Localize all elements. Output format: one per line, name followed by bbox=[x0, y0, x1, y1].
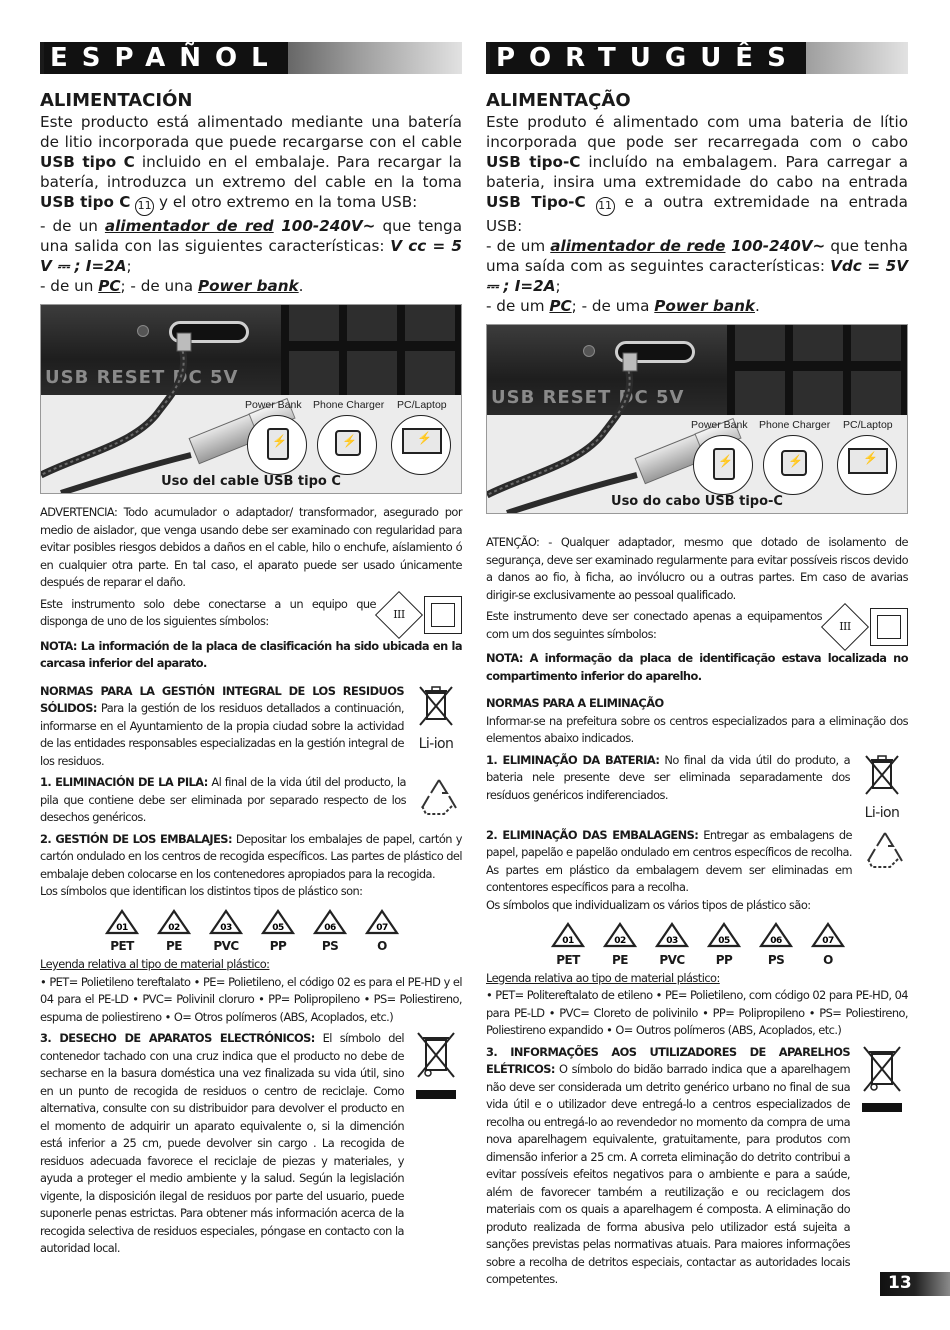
plastic-code: 05 bbox=[272, 922, 284, 933]
plastic-code-pvc bbox=[204, 909, 248, 953]
e2-title: 2. GESTIÓN DE LOS EMBALAJES: bbox=[40, 831, 232, 846]
intro-output: Vdc = 5V ⎓ ; I=2A bbox=[486, 257, 908, 295]
plastic-code: 02 bbox=[168, 922, 180, 933]
intro-usb: USB tipo C bbox=[40, 193, 131, 211]
plastic-name: PP bbox=[269, 939, 287, 953]
recycle-triangle-icon bbox=[312, 909, 348, 935]
recycle-triangle-icon bbox=[208, 909, 244, 935]
plastic-name: PVC bbox=[213, 939, 239, 953]
plastic-code: 06 bbox=[324, 922, 336, 933]
recycle-triangle-icon bbox=[156, 909, 192, 935]
recycle-icon bbox=[862, 827, 908, 873]
e3-title: 3. DESECHO DE APARATOS ELECTRÓNICOS: bbox=[40, 1031, 315, 1045]
plastic-name: PET bbox=[110, 939, 134, 953]
power-intro bbox=[486, 112, 908, 316]
e1-text: Al final de la vida útil del producto, la pila que contiene debe ser eliminada por separado respecto de los desechos genéricos. bbox=[40, 775, 406, 824]
recycle-triangle-icon bbox=[706, 922, 742, 948]
plastic-name: O bbox=[377, 939, 387, 953]
warning-text: ATENÇÃO: - Qualquer adaptador, mesmo que dotado de isolamento de segurança, deve ser examinado regularmente para evitar possíveis riscos devido a danos ao fio, à ficha, ao invólucro ou a outras partes. Em caso de avarias dirigir-se exclusivamente ao pessoal qualificado. bbox=[486, 535, 908, 602]
recycle-triangle-icon bbox=[654, 922, 690, 948]
recycle-triangle-icon bbox=[602, 922, 638, 948]
legend-text: • PET= Polietileno tereftalato • PE= Polietileno, el código 02 es para el PE-HD y el 04 para el PE-LD • PVC= Polivinil cloruro • PP= Polipropileno • PS= Poliestireno, espuma de poliestireno • O= Otros polímeros (ABS, Acoplados, etc.) bbox=[40, 974, 462, 1024]
plastic-code: 07 bbox=[376, 922, 388, 933]
plastic-code-ps bbox=[754, 922, 798, 966]
intro-usb: USB Tipo-C bbox=[486, 193, 586, 211]
plastic-code-pe bbox=[598, 922, 642, 966]
norms-title: NORMAS PARA A ELIMINAÇÃO bbox=[486, 696, 664, 710]
plastic-name: PP bbox=[715, 952, 733, 967]
plastic-code-pe bbox=[152, 909, 196, 953]
norms-row bbox=[40, 683, 462, 771]
battery-bin bbox=[410, 683, 462, 754]
intro-usb: USB tipo C bbox=[40, 153, 135, 171]
norms-text: Informar-se na prefeitura sobre os centros especializados para a eliminação dos elementos abaixo indicados. bbox=[486, 713, 908, 745]
battery-disposal-row bbox=[486, 752, 908, 823]
weee-row bbox=[486, 1044, 908, 1289]
intro-text: Este produto é alimentado com uma bateria de lítio incorporada que pode ser recarregada com o cabo bbox=[486, 113, 908, 151]
circled-number: 11 bbox=[135, 197, 154, 216]
norms-text: Para la gestión de los residuos detallados a continuación, informarse en el Ayuntamiento de la propia ciudad sobre la actividad de las entidades responsables especializadas en la gestión integral de los residuos. bbox=[40, 701, 404, 768]
e2-text: Entregar as embalagens de papel, papelão e papelão ondulado em centros específicos de recolha. As partes em plástico da embalagem devem ser eliminadas em contentores específicos para a recolha. bbox=[486, 827, 853, 894]
powerbank-icon: ⚡ bbox=[247, 415, 307, 475]
usb-cable-photo bbox=[40, 304, 462, 494]
laptop-icon: ⚡ bbox=[837, 435, 897, 495]
intro-text: - de um bbox=[486, 237, 551, 255]
e1-title: 1. ELIMINAÇÃO DA BATERIA: bbox=[486, 752, 660, 767]
recycle-triangle-icon bbox=[550, 922, 586, 948]
language-banner bbox=[40, 42, 462, 74]
intro-output: V cc = 5 V ⎓ ; I=2A bbox=[40, 237, 462, 275]
e3-text: El símbolo del contenedor tachado con una cruz indica que el producto no debe de secharse en la basura doméstica una vez finalizada su vida útil, sino en un punto de recogida de residuos o centro de reciclaje. Como alternativa, consulte con su distribuidor para devolver el producto en el momento de adquirir un aparato equivalente o, si la dimención está inferior a 25 cm, puede devolver sin cargo . La recogida de residuos adecuada favorece el reciclaje de piezas y materiales, y ayuda a proteger el medio ambiente y la salud. Según la legislación vigente, la disposición ilegal de residuos por parte del usuario, puede suponerle penas estrictas. Para obtener más información acerca de la recogida selectiva de residuos especiales, póngase en contacto con la autoridad local. bbox=[40, 1031, 404, 1255]
intro-powerbank: Power bank bbox=[654, 297, 755, 315]
class-symbols bbox=[382, 596, 462, 634]
intro-text: Este producto está alimentado mediante una batería de litio incorporada que puede recargarse con el cable bbox=[40, 113, 462, 151]
recycle-triangle-icon bbox=[810, 922, 846, 948]
powerbank-label: Power Bank bbox=[245, 399, 302, 411]
circled-number: 11 bbox=[596, 197, 615, 216]
column-spanish bbox=[40, 42, 462, 1258]
intro-text: . bbox=[298, 277, 304, 295]
battery-bin bbox=[856, 752, 908, 823]
weee-bar bbox=[416, 1090, 456, 1099]
double-insulation-icon bbox=[870, 608, 908, 646]
plastic-name: O bbox=[823, 952, 833, 967]
weee-bin bbox=[410, 1030, 462, 1099]
plastic-code: 05 bbox=[718, 936, 730, 946]
plastic-symbols bbox=[100, 909, 462, 953]
e3-title: 3. INFORMAÇÕES AOS UTILIZADORES DE APARELHOS ELÉTRICOS: bbox=[486, 1044, 850, 1076]
intro-usb: USB tipo-C bbox=[486, 153, 581, 171]
plastic-code: 01 bbox=[562, 936, 574, 946]
plastics-intro: Os símbolos que individualizam os vários tipos de plástico são: bbox=[486, 897, 811, 912]
plastic-code: 02 bbox=[614, 936, 626, 946]
intro-text: ; - de uma bbox=[571, 297, 655, 315]
intro-text: que tenga una salida con las siguientes características: bbox=[40, 217, 463, 255]
panel-silkscreen: USB RESET DC 5V bbox=[491, 387, 685, 408]
crossed-wheelie-bin-icon bbox=[414, 1030, 458, 1082]
page-number-tab bbox=[880, 1272, 950, 1296]
intro-text: ; - de una bbox=[120, 277, 198, 295]
plastic-name: PS bbox=[767, 952, 785, 967]
connect-text: Este instrumento solo debe conectarse a un equipo que disponga de uno de los siguientes símbolos: bbox=[40, 596, 376, 628]
e1-title: 1. ELIMINACIÓN DE LA PILA: bbox=[40, 775, 208, 789]
connect-row bbox=[40, 596, 462, 634]
plastic-name: PET bbox=[556, 952, 580, 967]
double-insulation-icon bbox=[424, 596, 462, 634]
class-symbols bbox=[828, 608, 908, 646]
legend-title: Leyenda relativa al tipo de material plástico: bbox=[40, 957, 270, 971]
page-number: 13 bbox=[888, 1273, 912, 1293]
intro-voltage: 100-240V~ bbox=[273, 217, 376, 235]
connect-row bbox=[486, 608, 908, 646]
language-banner bbox=[486, 42, 908, 74]
weee-row bbox=[40, 1030, 462, 1258]
plastic-code-pvc bbox=[650, 922, 694, 966]
packaging-row bbox=[486, 827, 908, 897]
plastic-symbols bbox=[546, 922, 908, 966]
battery-disposal-row bbox=[40, 774, 462, 827]
intro-text: que tenha uma saída com as seguintes características: bbox=[486, 237, 908, 275]
e2-title: 2. ELIMINAÇÃO DAS EMBALAGENS: bbox=[486, 827, 699, 842]
plastic-name: PVC bbox=[659, 952, 685, 967]
plastic-code-ps bbox=[308, 909, 352, 953]
plastic-name: PE bbox=[166, 939, 182, 953]
power-intro bbox=[40, 112, 462, 296]
intro-text: - de un bbox=[40, 277, 99, 295]
laptop-label: PC/Laptop bbox=[843, 419, 893, 431]
photo-caption: Uso del cable USB tipo C bbox=[161, 474, 341, 489]
plastic-code: 01 bbox=[116, 922, 128, 933]
intro-text: e a outra extremidade na entrada USB: bbox=[486, 193, 908, 235]
plastics-intro: Los símbolos que identifican los distintos tipos de plástico son: bbox=[40, 884, 363, 898]
weee-bin bbox=[856, 1044, 908, 1113]
laptop-label: PC/Laptop bbox=[397, 399, 447, 411]
recycle-triangle-icon bbox=[260, 909, 296, 935]
intro-text: ; bbox=[555, 277, 561, 295]
panel-silkscreen: USB RESET DC 5V bbox=[45, 367, 239, 388]
recycle-triangle-icon bbox=[104, 909, 140, 935]
plastic-code-o bbox=[806, 922, 850, 966]
banner-title: ESPAÑOL bbox=[44, 42, 288, 74]
phone-charger-icon: ⚡ bbox=[763, 435, 823, 495]
intro-pc: PC bbox=[98, 277, 121, 295]
phone-charger-icon: ⚡ bbox=[317, 415, 377, 475]
charger-label: Phone Charger bbox=[759, 419, 831, 431]
intro-text: incluído na embalagem. Para carregar a bateria, insira uma extremidade do cabo na entrada bbox=[486, 153, 909, 191]
plastic-code-pet bbox=[546, 922, 590, 966]
intro-adapter: alimentador de red bbox=[104, 217, 274, 235]
li-ion-label: Li-ion bbox=[864, 805, 900, 821]
charger-label: Phone Charger bbox=[313, 399, 385, 411]
intro-text: y el otro extremo en la toma USB: bbox=[154, 193, 418, 211]
legend-title: Legenda relativa ao tipo de material plástico: bbox=[486, 970, 720, 985]
intro-text: - de un bbox=[40, 217, 105, 235]
powerbank-label: Power Bank bbox=[691, 419, 748, 431]
crossed-wheelie-bin-icon bbox=[860, 1044, 904, 1096]
recycle-triangle-icon bbox=[758, 922, 794, 948]
warning-text: ADVERTENCIA: Todo acumulador o adaptador/ transformador, asegurado por medio de aislador, que venga usando debe ser examinado con regularidad para evitar posibles riesgos debidos a daños en el cable, hilo o enchufe, aíslamiento ó en cualquier otra parte. En tal caso, el aparato puede ser usado únicamente después de reparar el daño. bbox=[40, 505, 462, 589]
class-iii-icon: III bbox=[375, 590, 423, 638]
plastic-code: 07 bbox=[822, 936, 834, 946]
intro-text: . bbox=[755, 297, 760, 315]
intro-text: ; bbox=[126, 257, 132, 275]
e3-text: O símbolo do bidão barrado indica que a aparelhagem não deve ser considerada um detrito genérico urbano no final de sua vida útil e o utilizador deve entregá-lo a centros especializados de recolha ou entregá-lo ao revendedor no momento da compra de uma nova aparelhagem equivalente, gratuitamente, para produtos com dimensão inferior a 25 cm. A correta eliminação do detrito contribui a evitar possíveis efeitos negativos para o ambiente e para a saúde, além de favorecer também a reutilização e ou reciclagem dos materiais com os quais a aparelhagem é composta. A eliminação do produto realizada de forma abusiva pelo utilizador está sujeita a sanções previstas pelas normativas atuais. Para maiores informações sobre a recolha de detritos especiais, contactar as autoridades locais competentes. bbox=[486, 1062, 850, 1286]
weee-bar bbox=[862, 1103, 902, 1112]
intro-powerbank: Power bank bbox=[197, 277, 299, 295]
crossed-bin-icon bbox=[862, 752, 902, 800]
legend-text: • PET= Politereftalato de etileno • PE= Polietileno, com código 02 para PE-HD, 04 para PE-LD • PVC= Cloreto de polivinilo • PP= Polipropileno • PS= Poliestireno, Poliestireno expandido • O= Outros polímeros (ABS, Acoplados, etc.) bbox=[486, 988, 908, 1037]
intro-voltage: 100-240V~ bbox=[725, 237, 826, 255]
photo-caption: Uso do cabo USB tipo-C bbox=[611, 494, 783, 509]
powerbank-icon: ⚡ bbox=[693, 435, 753, 495]
class-iii-icon: III bbox=[821, 603, 869, 651]
section-heading: ALIMENTAÇÃO bbox=[486, 90, 631, 111]
banner-title: PORTUGUÊS bbox=[490, 42, 806, 74]
column-portuguese bbox=[486, 42, 908, 1289]
plastic-name: PE bbox=[612, 952, 628, 967]
intro-pc: PC bbox=[549, 297, 572, 315]
plastic-code: 06 bbox=[770, 936, 782, 946]
recycle-triangle-icon bbox=[364, 909, 400, 935]
recycle-icon bbox=[416, 774, 462, 820]
usb-cable-photo bbox=[486, 324, 908, 514]
plastic-code-pet bbox=[100, 909, 144, 953]
e2-text: Depositar los embalajes de papel, cartón y cartón ondulado en los centros de recogida específicos. Las partes de plástico del embalaje deben colocarse en los contenedores apropiados para la recogida. bbox=[40, 831, 462, 881]
crossed-bin-icon bbox=[416, 683, 456, 731]
norms-title: NORMAS PARA LA GESTIÓN INTEGRAL DE LOS RESIDUOS SÓLIDOS: bbox=[40, 683, 404, 715]
li-ion-label: Li-ion bbox=[418, 736, 454, 752]
intro-text: - de um bbox=[486, 297, 550, 315]
note-text: NOTA: La información de la placa de clasificación ha sido ubicada en la carcasa inferior del aparato. bbox=[40, 638, 462, 670]
plastic-code-o bbox=[360, 909, 404, 953]
plastic-code: 03 bbox=[666, 936, 678, 946]
note-text: NOTA: A informação da placa de identificação estava localizada no compartimento inferior do aparelho. bbox=[486, 651, 908, 683]
plastic-code: 03 bbox=[220, 922, 232, 933]
laptop-icon: ⚡ bbox=[391, 415, 451, 475]
intro-text: incluido en el embalaje. Para recargar la batería, introduzca un extremo del cable en la toma bbox=[40, 153, 462, 191]
e1-text: No final da vida útil do produto, a bateria nele presente deve ser eliminada separadamente dos resíduos genéricos indiferenciados. bbox=[486, 752, 850, 802]
plastic-code-pp bbox=[256, 909, 300, 953]
section-heading: ALIMENTACIÓN bbox=[40, 90, 193, 111]
intro-adapter: alimentador de rede bbox=[550, 237, 726, 255]
plastic-code-pp bbox=[702, 922, 746, 966]
plastic-name: PS bbox=[321, 939, 339, 953]
connect-text: Este instrumento deve ser conectado apenas a equipamentos com um dos seguintes símbolos: bbox=[486, 609, 822, 641]
